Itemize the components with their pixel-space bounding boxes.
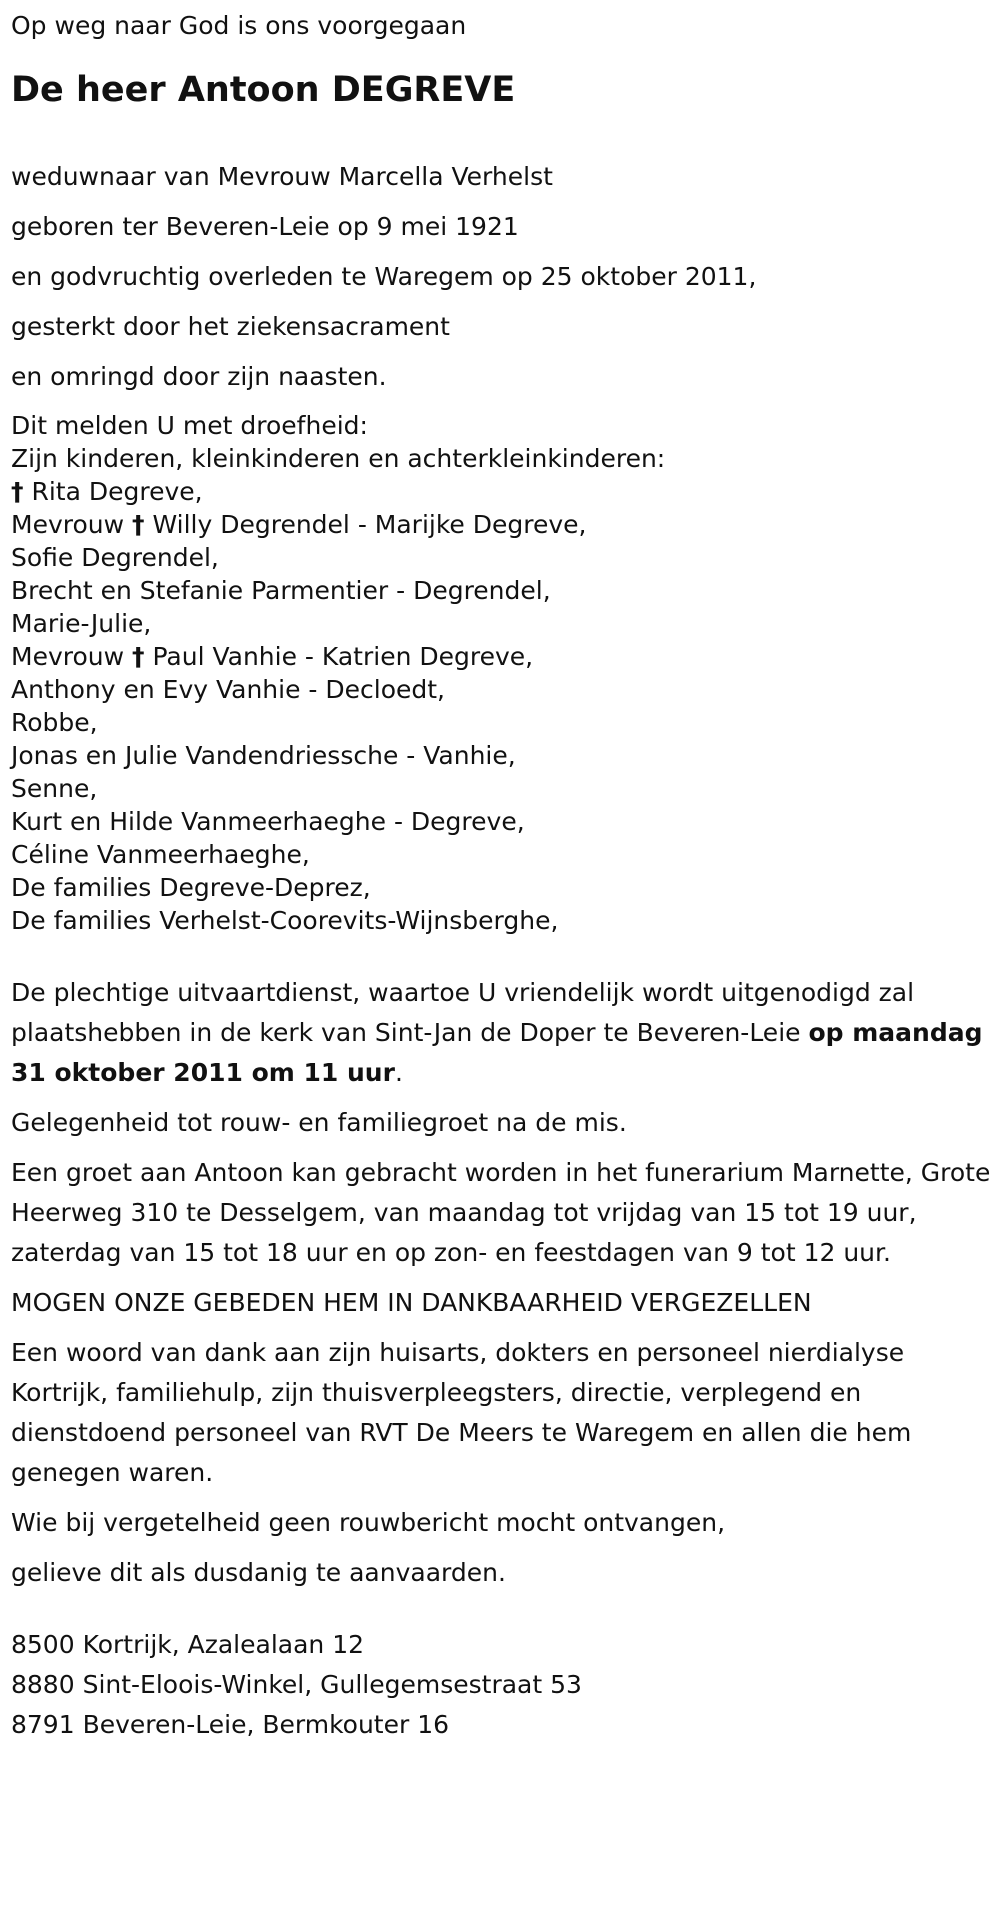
family-intro-line: Dit melden U met droefheid: — [11, 411, 368, 440]
family-member: Jonas en Julie Vandendriessche - Vanhie, — [11, 741, 516, 770]
funeral-service — [11, 973, 1000, 1093]
bio-line: gesterkt door het ziekensacrament — [11, 312, 450, 341]
family-member-name: Rita Degreve, — [31, 477, 203, 506]
family-member-name: Paul Vanhie - Katrien Degreve, — [152, 642, 534, 671]
notice-line: gelieve dit als dusdanig te aanvaarden. — [11, 1558, 506, 1587]
family-member: De families Verhelst-Coorevits-Wijnsberghe, — [11, 906, 559, 935]
family-member: Brecht en Stefanie Parmentier - Degrendel, — [11, 576, 551, 605]
family-member-prefix: Mevrouw — [11, 510, 125, 539]
family-member-name: Willy Degrendel - Marijke Degreve, — [152, 510, 587, 539]
family-member: Marie-Julie, — [11, 609, 152, 638]
family-member: Senne, — [11, 774, 98, 803]
biography — [11, 152, 990, 402]
cross-icon: † — [132, 510, 145, 539]
family-member-prefix: Mevrouw — [11, 642, 125, 671]
family-member: De families Degreve-Deprez, — [11, 873, 371, 902]
family-list — [11, 406, 990, 941]
cross-icon: † — [11, 477, 24, 506]
bio-line: weduwnaar van Mevrouw Marcella Verhelst — [11, 162, 553, 191]
family-member: Kurt en Hilde Vanmeerhaeghe - Degreve, — [11, 807, 525, 836]
family-member: Céline Vanmeerhaeghe, — [11, 840, 310, 869]
address-line: 8500 Kortrijk, Azalealaan 12 — [11, 1630, 365, 1659]
bio-line: en godvruchtig overleden te Waregem op 25 oktober 2011, — [11, 262, 757, 291]
bio-line: geboren ter Beveren-Leie op 9 mei 1921 — [11, 212, 519, 241]
address-list — [11, 1625, 990, 1745]
address-line: 8791 Beveren-Leie, Bermkouter 16 — [11, 1710, 450, 1739]
notice-line: Wie bij vergetelheid geen rouwbericht mocht ontvangen, — [11, 1508, 726, 1537]
cross-icon: † — [132, 642, 145, 671]
intro-line: Op weg naar God is ons voorgegaan — [11, 11, 467, 40]
deceased-name: De heer Antoon DEGREVE — [11, 70, 516, 110]
service-text: De plechtige uitvaartdienst, waartoe U vriendelijk wordt uitgenodigd zal plaatshebben in de kerk van Sint-Jan de Doper te Beveren-Leie — [11, 978, 915, 1047]
family-member: Robbe, — [11, 708, 98, 737]
service-end: . — [394, 1058, 403, 1087]
service-date: op maandag 31 oktober 2011 om 11 uur — [11, 1018, 983, 1087]
thanks-paragraph: Een woord van dank aan zijn huisarts, dokters en personeel nierdialyse Kortrijk, familiehulp, zijn thuisverpleegsters, directie, verplegend en dienstdoend personeel van RVT De Meers te Waregem en allen die hem genegen waren. — [11, 1338, 912, 1487]
bio-line: en omringd door zijn naasten. — [11, 362, 387, 391]
visitation-info: Een groet aan Antoon kan gebracht worden in het funerarium Marnette, Grote Heerweg 310 te Desselgem, van maandag tot vrijdag van 15 tot 19 uur, zaterdag van 15 tot 18 uur en op zon- en feestdagen van 9 tot 12 uur. — [11, 1158, 991, 1267]
family-intro-line: Zijn kinderen, kleinkinderen en achterkleinkinderen: — [11, 444, 666, 473]
family-member: Anthony en Evy Vanhie - Decloedt, — [11, 675, 446, 704]
family-member: Sofie Degrendel, — [11, 543, 219, 572]
condolence-line: Gelegenheid tot rouw- en familiegroet na de mis. — [11, 1108, 627, 1137]
address-line: 8880 Sint-Eloois-Winkel, Gullegemsestraat 53 — [11, 1670, 582, 1699]
prayer-line: MOGEN ONZE GEBEDEN HEM IN DANKBAARHEID VERGEZELLEN — [11, 1288, 812, 1317]
